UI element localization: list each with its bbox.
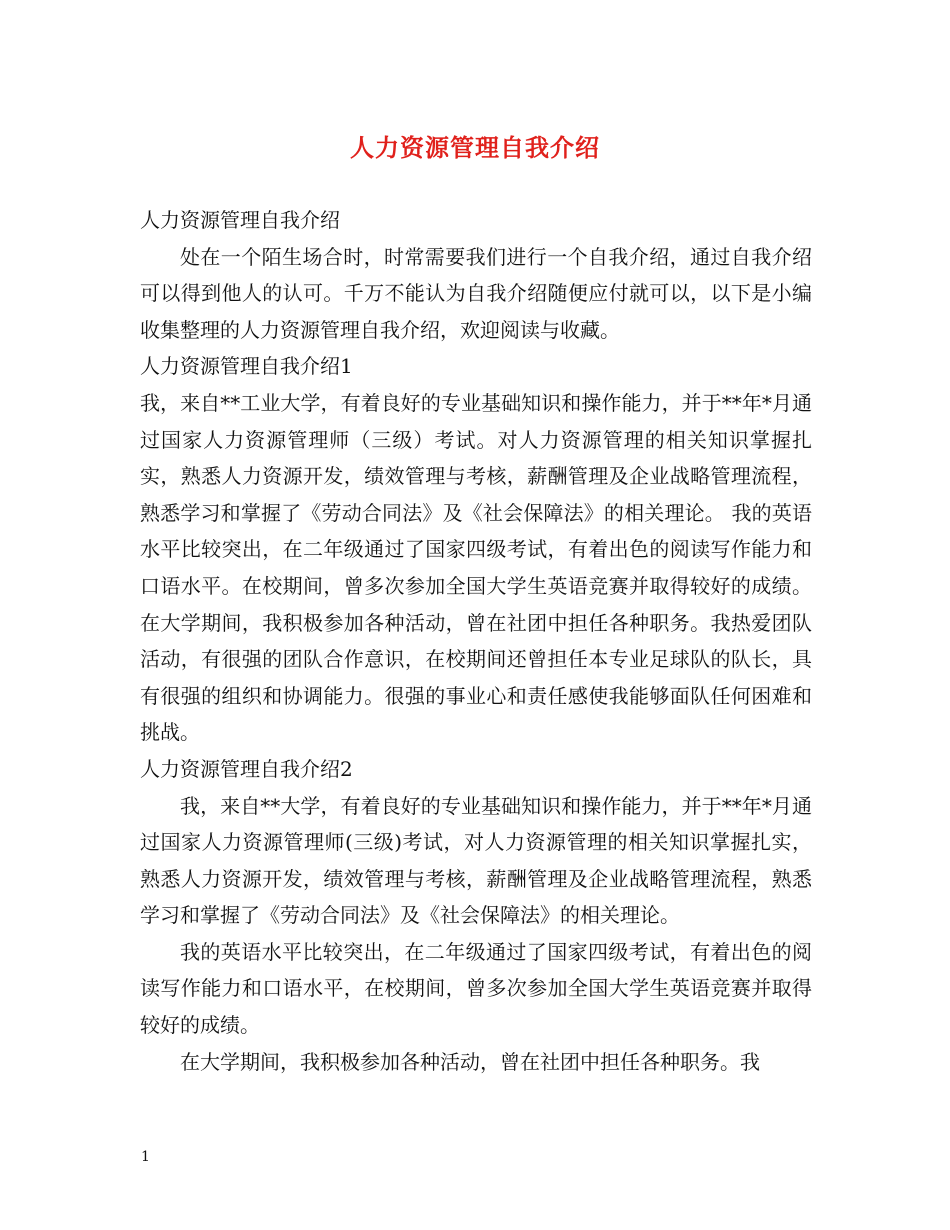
- document-title: 人力资源管理自我介绍: [350, 133, 600, 162]
- paragraph-section-2c: 在大学期间，我积极参加各种活动，曾在社团中担任各种职务。我: [180, 1049, 760, 1074]
- section-heading-intro: 人力资源管理自我介绍: [140, 208, 340, 232]
- paragraph-section-2b: 我的英语水平比较突出，在二年级通过了国家四级考试，有着出色的阅读写作能力和口语水平，在校期间，曾多次参加全国大学生英语竞赛并取得较好的成绩。: [140, 939, 812, 1038]
- paragraph-section-2a: 我，来自**大学，有着良好的专业基础知识和操作能力，并于**年*月通过国家人力资源管理师(三级)考试，对人力资源管理的相关知识掌握扎实，熟悉人力资源开发，绩效管理与考核，薪酬管理及企业战略管理流程，熟悉学习和掌握了《劳动合同法》及《社会保障法》的相关理论。: [140, 793, 812, 928]
- page-number: 1: [141, 1149, 150, 1165]
- section-heading-2: 人力资源管理自我介绍2: [140, 756, 353, 781]
- paragraph-intro: 处在一个陌生场合时，时常需要我们进行一个自我介绍，通过自我介绍可以得到他人的认可。千万不能认为自我介绍随便应付就可以，以下是小编收集整理的人力资源管理自我介绍，欢迎阅读与收藏。: [140, 244, 812, 342]
- section-heading-1: 人力资源管理自我介绍1: [140, 354, 353, 379]
- paragraph-section-1: 我，来自**工业大学，有着良好的专业基础知识和操作能力，并于**年*月通过国家人力资源管理师（三级）考试。对人力资源管理的相关知识掌握扎实，熟悉人力资源开发，绩效管理与考核，薪酬管理及企业战略管理流程，熟悉学习和掌握了《劳动合同法》及《社会保障法》的相关理论。 我的英语水平比较突出，在二年级通过了国家四级考试，有着出色的阅读写作能力和口语水平。在校期间，曾多次参加全国大学生英语竞赛并取得较好的成绩。 在大学期间，我积极参加各种活动，曾在社团中担任各种职务。我热爱团队活动，有很强的团队合作意识，在校期间还曾担任本专业足球队的队长，具有很强的组织和协调能力。很强的事业心和责任感使我能够面队任何困难和挑战。: [140, 390, 812, 745]
- document-body: [140, 202, 812, 1080]
